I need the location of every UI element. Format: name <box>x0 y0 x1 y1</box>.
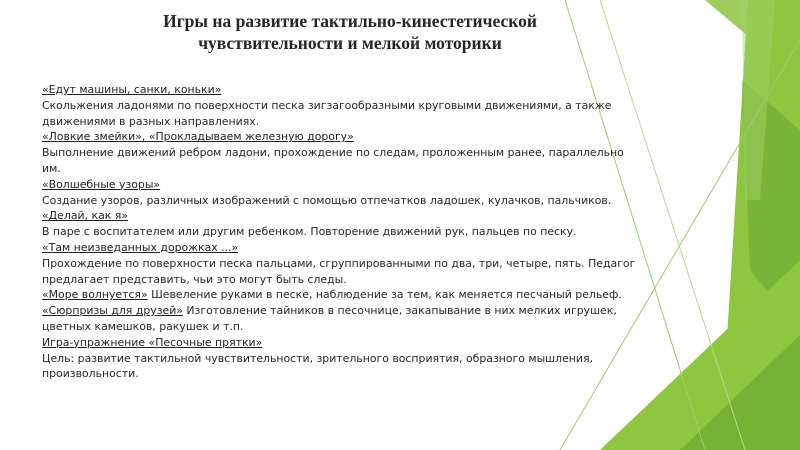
game-title-3: «Волшебные узоры» <box>42 177 161 191</box>
title-line-2: чувствительности и мелкой моторики <box>198 33 502 53</box>
game-desc-7-line-2: цветных камешков, ракушек и т.п. <box>42 319 244 333</box>
game-desc-1-line-2: движениями в разных направлениях. <box>42 114 260 128</box>
slide-title <box>100 10 600 54</box>
game-list <box>42 82 682 382</box>
game-desc-2-line-2: им. <box>42 161 61 175</box>
game-title-8: Игра-упражнение «Песочные прятки» <box>42 335 263 349</box>
game-desc-4-line-1: В паре с воспитателем или другим ребенком. Повторение движений рук, пальцев по песку. <box>42 225 577 239</box>
game-title-2: «Ловкие змейки», «Прокладываем железную дорогу» <box>42 130 354 144</box>
game-desc-6-line-1: Шевеление руками в песке, наблюдение за тем, как меняется песчаный рельеф. <box>151 288 622 302</box>
title-line-1: Игры на развитие тактильно-кинестетической <box>163 11 537 31</box>
game-desc-8-line-1: Цель: развитие тактильной чувствительности, зрительного восприятия, образного мышления, <box>42 351 594 365</box>
game-title-7: «Сюрпризы для друзей» <box>42 304 183 318</box>
game-title-6: «Море волнуется» <box>42 288 148 302</box>
game-desc-2-line-1: Выполнение движений ребром ладони, прохождение по следам, проложенным ранее, параллельно <box>42 146 624 160</box>
game-title-4: «Делай, как я» <box>42 209 129 223</box>
game-desc-5-line-1: Прохождение по поверхности песка пальцами, сгруппированными по два, три, четыре, пять. Педагог <box>42 256 636 270</box>
game-desc-8-line-2: произвольности. <box>42 367 139 381</box>
game-desc-7-line-1: Изготовление тайников в песочнице, закапывание в них мелких игрушек, <box>186 304 617 318</box>
game-desc-3-line-1: Создание узоров, различных изображений с помощью отпечатков ладошек, кулачков, пальчиков. <box>42 193 612 207</box>
game-title-5: «Там неизведанных дорожках ...» <box>42 240 239 254</box>
game-desc-5-line-2: предлагает представить, чьи это могут быть следы. <box>42 272 347 286</box>
game-title-1: «Едут машины, санки, коньки» <box>42 83 222 96</box>
game-desc-1-line-1: Скольжения ладонями по поверхности песка зигзагообразными круговыми движениями, а также <box>42 98 612 112</box>
